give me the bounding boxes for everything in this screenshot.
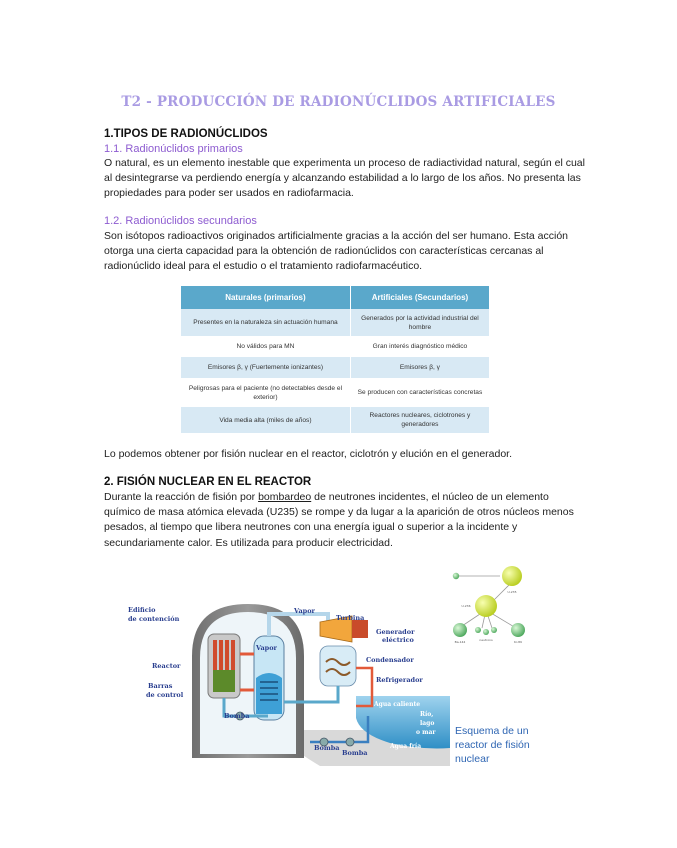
radionuclide-comparison-table — [181, 286, 489, 433]
caption-line: nuclear — [455, 753, 490, 765]
text-line: pesados, al tiempo que libera neutrones con una energía igual o superior a la incidente y — [104, 521, 518, 534]
caption-line: reactor de fisión — [455, 739, 530, 751]
text-fragment: Durante la reacción de fisión por — [104, 491, 259, 503]
table-cell: Peligrosas para el paciente (no detectables desde el exterior) — [181, 378, 350, 407]
kr89-label: Kr-89 — [514, 640, 522, 644]
u235-label: U-235 — [507, 590, 517, 594]
table-cell: Presentes en la naturaleza sin actuación humana — [181, 309, 350, 336]
generator-icon — [352, 620, 368, 638]
text-line: otorga una cierta capacidad para la obtención de radionúclidos con características cercanas al — [104, 245, 544, 258]
table-cell: Emisores β, γ — [350, 357, 489, 378]
table-row — [181, 309, 489, 336]
text-line: radionúclido ideal para el estudio o el tratamiento radiofarmacéutico. — [104, 260, 423, 273]
text-line: secundariamente calor. Es utilizada para producir electricidad. — [104, 536, 393, 549]
label-bomba-1: Bomba — [224, 712, 250, 720]
table-row — [181, 357, 489, 378]
neutron — [475, 627, 481, 633]
ba144-nucleus — [453, 623, 467, 637]
label-agua-fria: Agua fría — [390, 743, 422, 750]
label-reactor: Reactor — [152, 662, 181, 670]
table-header: Artificiales (Secundarios) — [350, 286, 489, 309]
text-line: O natural, es un elemento inestable que experimenta un proceso de radiactividad natural, según el cual — [104, 157, 585, 169]
label-lago: lago — [420, 720, 435, 727]
subsection-1-2-heading: 1.2. Radionúclidos secundarios — [104, 215, 257, 227]
table-cell: No válidos para MN — [181, 336, 350, 357]
table-cell: Emisores β, γ (Fuertemente ionizantes) — [181, 357, 350, 378]
label-agua-caliente: Agua caliente — [374, 701, 421, 708]
table-cell: Gran interés diagnóstico médico — [350, 336, 489, 357]
table-row — [181, 407, 489, 433]
table-cell: Reactores nucleares, ciclotrones y generadores — [350, 407, 489, 433]
label-contencion: de contención — [128, 615, 180, 623]
table-cell: Generados por la actividad industrial del hombre — [350, 309, 489, 336]
label-o-mar: o mar — [416, 729, 436, 736]
u235-nucleus — [502, 566, 522, 586]
reactor-diagram — [120, 598, 450, 766]
fission-schematic — [446, 562, 536, 652]
subsection-1-1-heading: 1.1. Radionúclidos primarios — [104, 143, 243, 155]
paragraph-fission — [104, 490, 604, 551]
text-line: químico de masa atómica elevada (U235) se rompe y da lugar a la aparición de otros núcleos menos — [104, 506, 574, 519]
table-cell: Se producen con características concretas — [350, 378, 489, 407]
neutron — [483, 629, 489, 635]
ba144-label: Ba-144 — [454, 640, 466, 644]
underlined-word: bombardeo — [258, 491, 312, 503]
document-title: T2 - PRODUCCIÓN DE RADIONÚCLIDOS ARTIFICIALES — [121, 94, 556, 110]
label-vapor-top: Vapor — [294, 607, 315, 615]
text-line: al desintegrarse va perdiendo energía y alcanzando estabilidad a lo largo de los años. No presenta las — [104, 172, 581, 185]
condenser — [320, 646, 356, 686]
label-turbina: Turbina — [336, 614, 365, 622]
table-row — [181, 378, 489, 407]
caption-line: Esquema de un — [455, 725, 529, 737]
label-refrigerador: Refrigerador — [376, 676, 423, 684]
table-row — [181, 336, 489, 357]
label-generador: Generador — [376, 628, 415, 636]
section-1-heading: 1.TIPOS DE RADIONÚCLIDOS — [104, 128, 268, 140]
paragraph-secondary — [104, 229, 604, 275]
label-electrico: eléctrico — [382, 636, 414, 644]
table-cell: Vida media alta (miles de años) — [181, 407, 350, 433]
label-de-control: de control — [146, 691, 184, 699]
section-2-heading: 2. FISIÓN NUCLEAR EN EL REACTOR — [104, 476, 312, 488]
label-edificio: Edificio — [128, 606, 156, 614]
label-vapor-in: Vapor — [256, 644, 277, 652]
incident-neutron — [453, 573, 459, 579]
kr89-nucleus — [511, 623, 525, 637]
label-bomba-3: Bomba — [342, 749, 368, 757]
u236-nucleus — [475, 595, 497, 617]
table-header: Naturales (primarios) — [181, 286, 350, 309]
label-barras: Barras — [148, 682, 173, 690]
summary-paragraph: Lo podemos obtener por fisión nuclear en el reactor, ciclotrón y elución en el generador. — [104, 448, 513, 460]
text-fragment: de neutrones incidentes, el núcleo de un elemento — [311, 491, 549, 503]
label-rio: Río, — [420, 711, 434, 718]
label-condensador: Condensador — [366, 656, 414, 664]
text-line — [104, 490, 604, 505]
label-bomba-2: Bomba — [314, 744, 340, 752]
neutrons-label: neutrons — [479, 638, 493, 642]
u236-label: U-236 — [461, 604, 471, 608]
paragraph-primary — [104, 156, 604, 202]
pump-icon — [346, 738, 354, 746]
neutron — [491, 627, 497, 633]
text-line: propiedades para poder ser usados en radiofarmacia. — [104, 187, 354, 200]
text-line: Son isótopos radioactivos originados artificialmente gracias a la acción del ser humano. Esta acción — [104, 230, 568, 242]
diagram-caption — [455, 724, 555, 766]
